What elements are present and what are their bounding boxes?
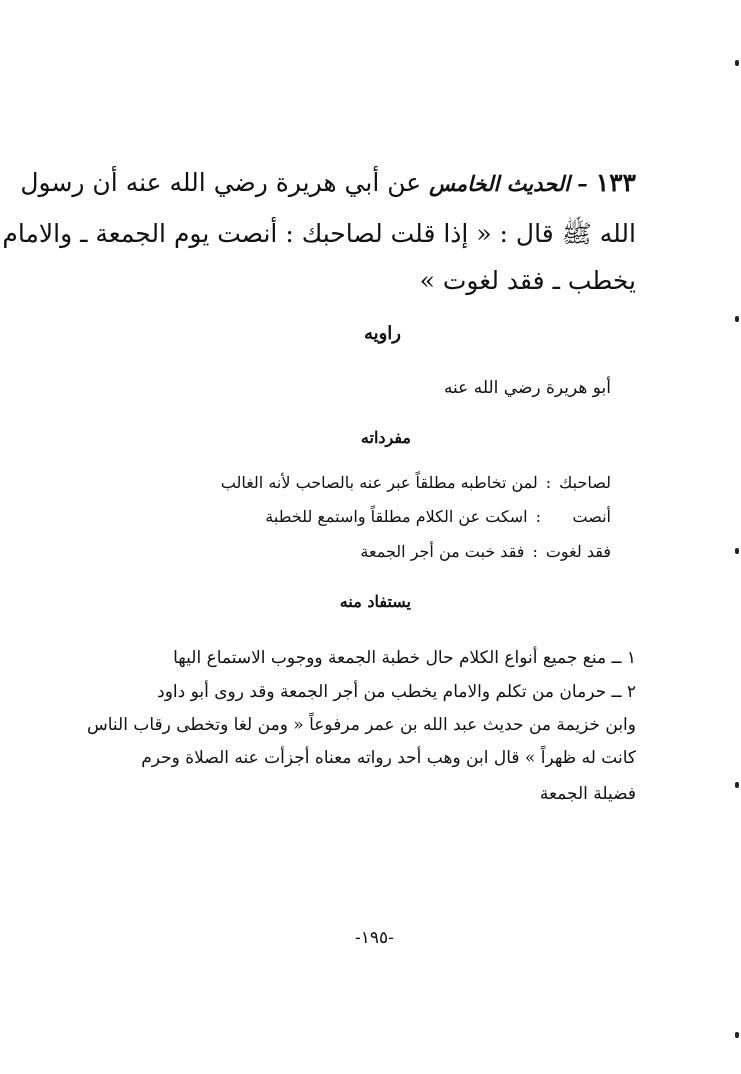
hadith-line-1-text: عن أبي هريرة رضي الله عنه أن رسول <box>20 168 422 197</box>
benefit-line: ٢ ــ حرمان من تكلم والامام يخطب من أجر الجمعة وقد روى أبو داود <box>157 682 636 702</box>
vocab-item <box>265 507 611 526</box>
hadith-line-1 <box>20 170 636 195</box>
page-number: -١٩٥- <box>355 928 394 948</box>
scan-edge-mark <box>735 548 739 554</box>
vocab-colon: : <box>545 473 552 492</box>
vocab-term: لصاحبك <box>559 473 611 492</box>
vocab-term: أنصت <box>572 507 611 526</box>
benefits-heading: يستفاد منه <box>339 592 411 611</box>
hadith-line-3: يخطب ـ فقد لغوت » <box>419 266 636 295</box>
vocab-definition: اسكت عن الكلام مطلقاً واستمع للخطبة <box>265 507 528 526</box>
hadith-title: – الحديث الخامس <box>429 171 588 196</box>
vocab-definition: لمن تخاطبه مطلقاً عبر عنه بالصاحب لأنه الغالب <box>220 473 538 492</box>
vocab-colon: : <box>532 542 538 561</box>
scan-edge-mark <box>735 316 739 322</box>
vocab-colon: : <box>535 507 541 526</box>
benefit-line: فضيلة الجمعة <box>539 784 636 804</box>
vocab-definition: فقد خبت من أجر الجمعة <box>360 542 525 561</box>
hadith-number: ١٣٣ <box>595 168 636 197</box>
benefit-line: كانت له ظهراً » قال ابن وهب أحد رواته معناه أجزأت عنه الصلاة وحرم <box>141 748 636 768</box>
vocab-item <box>221 473 611 492</box>
vocab-item <box>360 542 611 561</box>
scan-edge-mark <box>735 1032 739 1038</box>
benefit-line: وابن خزيمة من حديث عبد الله بن عمر مرفوعاً « ومن لغا وتخطى رقاب الناس <box>86 715 636 735</box>
narrator-text: أبو هريرة رضي الله عنه <box>443 378 611 398</box>
scan-edge-mark <box>735 60 739 66</box>
narrator-heading: راويه <box>363 323 401 344</box>
hadith-line-2: الله ﷺ قال : « إذا قلت لصاحبك : أنصت يوم الجمعة ـ والامام <box>2 219 636 248</box>
vocabulary-heading: مفرداته <box>360 428 411 447</box>
benefit-line: ١ ــ منع جميع أنواع الكلام حال خطبة الجمعة ووجوب الاستماع اليها <box>173 648 636 668</box>
scan-edge-mark <box>735 782 739 788</box>
vocab-term: فقد لغوت <box>545 542 611 561</box>
